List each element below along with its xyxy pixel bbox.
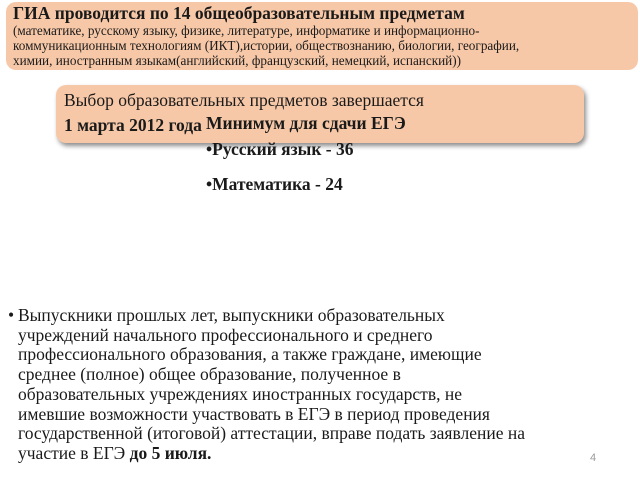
bullet: • xyxy=(8,305,15,325)
paragraph-line: образовательных учреждениях иностранных государств, не xyxy=(18,383,462,404)
paragraph-line: учреждений начального профессионального и среднего xyxy=(18,324,433,345)
subjects-line: коммуникационным технологиям (ИКТ),истории, обществознанию, биологии, географии, xyxy=(13,38,520,53)
deadline-emphasis: до 5 июля. xyxy=(129,442,212,463)
deadline-text: Выбор образовательных предметов завершается xyxy=(64,90,424,110)
eligibility-paragraph xyxy=(8,305,640,464)
paragraph-line: государственной (итоговой) аттестации, вправе подать заявление на xyxy=(18,423,526,444)
paragraph-line: среднее (полное) общее образование, полученное в xyxy=(18,364,401,385)
minimum-title: Минимум для сдачи ЕГЭ xyxy=(206,113,406,133)
minimum-math: •Математика - 24 xyxy=(206,174,343,194)
page-number: 4 xyxy=(590,452,597,464)
header-box xyxy=(6,2,638,70)
last-line-text: участие в ЕГЭ xyxy=(18,442,130,463)
minimum-russian: •Русский язык - 36 xyxy=(206,139,354,159)
paragraph-line: имевшие возможности участвовать в ЕГЭ в период проведения xyxy=(18,403,490,424)
deadline-date: 1 марта 2012 года xyxy=(64,115,202,135)
paragraph-line: Выпускники прошлых лет, выпускники образовательных xyxy=(18,305,445,325)
subjects-list xyxy=(13,23,632,68)
header-title: ГИА проводится по 14 общеобразовательным предметам xyxy=(13,3,465,23)
subjects-line: химии, иностранным языкам(английский, французский, немецкий, испанский)) xyxy=(13,53,462,68)
paragraph-line: профессионального образования, а также граждане, имеющие xyxy=(18,344,482,365)
subjects-line: (математике, русскому языку, физике, литературе, информатике и информационно- xyxy=(13,23,480,38)
paragraph-last-line xyxy=(18,444,640,464)
